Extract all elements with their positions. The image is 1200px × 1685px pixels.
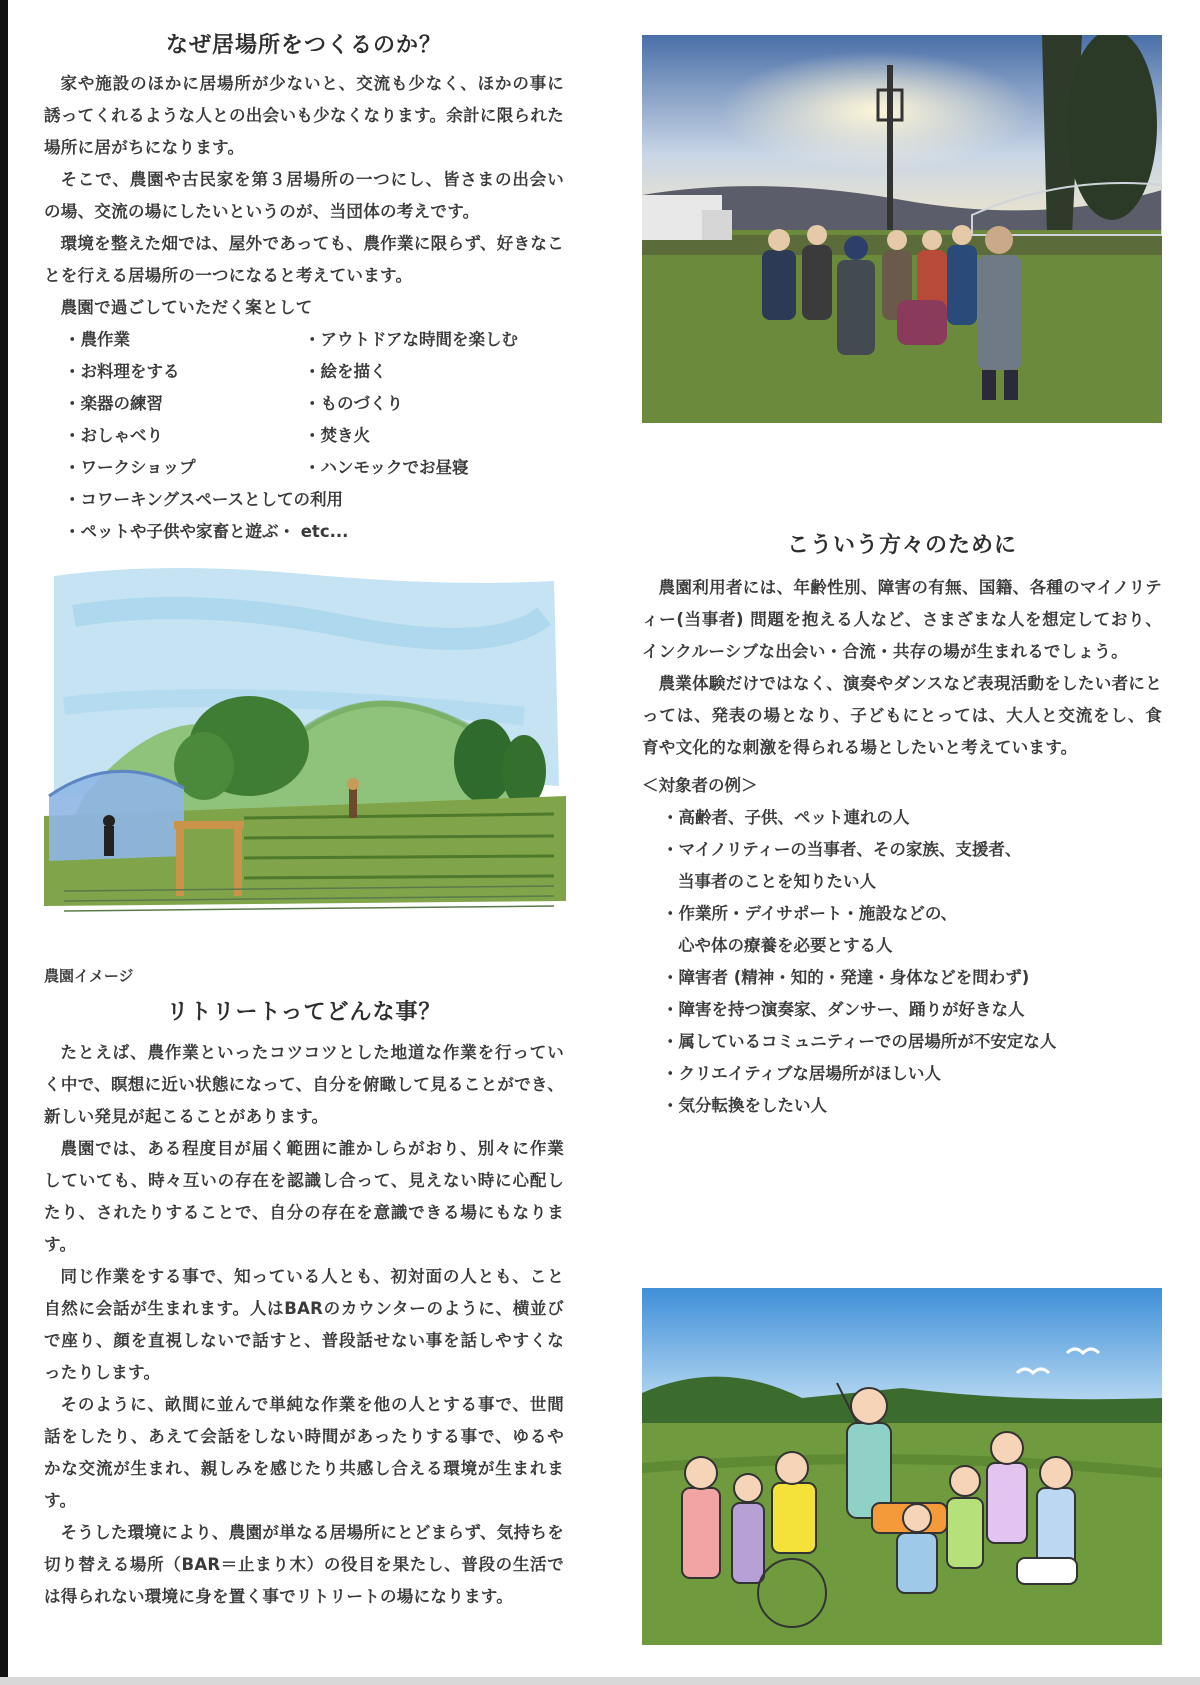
- list-item: ・ワークショップ: [64, 458, 196, 477]
- paragraph: たとえば、農作業といったコツコツとした地道な作業を行っていく中で、瞑想に近い状態になって、自分を俯瞰して見ることができ、新しい発見が起こることがあります。: [44, 1043, 564, 1126]
- list-item: ・属しているコミュニティーでの居場所が不安定な人: [662, 1032, 1057, 1051]
- list-item: ・障害者 (精神・知的・発達・身体などを問わず): [662, 968, 1030, 987]
- list-item: ・ハンモックでお昼寝: [304, 458, 469, 477]
- list-item: ・作業所・デイサポート・施設などの、: [662, 904, 958, 923]
- list-item: ・おしゃべり: [64, 426, 163, 445]
- ideas-intro: 農園で過ごしていただく案として: [60, 298, 313, 317]
- list-item: ・マイノリティーの当事者、その家族、支援者、: [662, 840, 1022, 859]
- list-item: ・楽器の練習: [64, 394, 163, 413]
- list-item: ・お料理をする: [64, 362, 180, 381]
- list-item: ・アウトドアな時間を楽しむ: [304, 330, 519, 349]
- section-title-for-whom: こういう方々のために: [786, 533, 1017, 558]
- ideas-list: [64, 324, 564, 484]
- paragraph: そうした環境により、農園が単なる居場所にとどまらず、気持ちを切り替える場所（BAR＝止まり木）の役目を果たし、普段の生活では得られない環境に身を置く事でリトリートの場になります。: [44, 1523, 564, 1606]
- ideas-list-wide: [64, 484, 564, 548]
- paragraph: 家や施設のほかに居場所が少ないと、交流も少なく、ほかの事に誘ってくれるような人との出会いも少なくなります。余計に限られた場所に居がちになります。: [44, 74, 564, 157]
- farm-illustration: [44, 556, 566, 946]
- farm-image-caption: 農園イメージ: [44, 967, 134, 985]
- group-photo: [642, 35, 1162, 423]
- list-item: ・コワーキングスペースとしての利用: [64, 490, 344, 509]
- left-column: [44, 30, 564, 548]
- paragraph: そこで、農園や古民家を第３居場所の一つにし、皆さまの出会いの場、交流の場にしたいというのが、当団体の考えです。: [44, 170, 564, 221]
- paragraph: 同じ作業をする事で、知っている人とも、初対面の人とも、こと自然に会話が生まれます。人はBARのカウンターのように、横並びで座り、顔を直視しないで話すと、普段話せない事を話しやすくなったりします。: [44, 1267, 564, 1382]
- bottom-border: [0, 1677, 1200, 1685]
- list-item: ・気分転換をしたい人: [662, 1096, 827, 1115]
- inclusive-people-illustration: [642, 1288, 1162, 1645]
- list-item: ・農作業: [64, 330, 130, 349]
- paragraph: 農業体験だけではなく、演奏やダンスなど表現活動をしたい者にとっては、発表の場となり、子どもにとっては、大人と交流をし、食育や文化的な刺激を得られる場としたいと考えています。: [642, 674, 1162, 757]
- targets-list: [662, 802, 1162, 1122]
- list-item-continuation: 当事者のことを知りたい人: [678, 872, 876, 891]
- list-item: ・ペットや子供や家畜と遊ぶ・ etc...: [64, 522, 349, 541]
- list-item: ・絵を描く: [304, 362, 387, 381]
- list-item-continuation: 心や体の療養を必要とする人: [678, 936, 893, 955]
- list-item: ・ものづくり: [304, 394, 403, 413]
- section-title-why-place: なぜ居場所をつくるのか？: [165, 33, 442, 58]
- targets-heading: ＜対象者の例＞: [642, 776, 758, 795]
- list-item: ・障害を持つ演奏家、ダンサー、踊りが好きな人: [662, 1000, 1025, 1019]
- section-title-retreat: リトリートってどんな事？: [166, 1000, 442, 1025]
- list-item: ・焚き火: [304, 426, 370, 445]
- left-column-lower: [44, 997, 564, 1613]
- list-item: ・クリエイティブな居場所がほしい人: [662, 1064, 941, 1083]
- paragraph: 環境を整えた畑では、屋外であっても、農作業に限らず、好きなことを行える居場所の一つになると考えています。: [44, 234, 564, 285]
- page-left-border: [0, 0, 8, 1685]
- farm-caption-block: [44, 965, 564, 986]
- paragraph: 農園では、ある程度目が届く範囲に誰かしらがおり、別々に作業していても、時々互いの存在を認識し合って、見えない時に心配したり、されたりすることで、自分の存在を意識できる場にもなります。: [44, 1139, 564, 1254]
- paragraph: そのように、畝間に並んで単純な作業を他の人とする事で、世間話をしたり、あえて会話をしない時間があったりする事で、ゆるやかな交流が生まれ、親しみを感じたり共感し合える環境が生まれます。: [44, 1395, 564, 1510]
- paragraph: 農園利用者には、年齢性別、障害の有無、国籍、各種のマイノリティー(当事者) 問題を抱える人など、さまざまな人を想定しており、インクルーシブな出会い・合流・共存の場が生まれるでしょう。: [642, 578, 1162, 661]
- list-item: ・高齢者、子供、ペット連れの人: [662, 808, 910, 827]
- right-column: [642, 530, 1162, 1122]
